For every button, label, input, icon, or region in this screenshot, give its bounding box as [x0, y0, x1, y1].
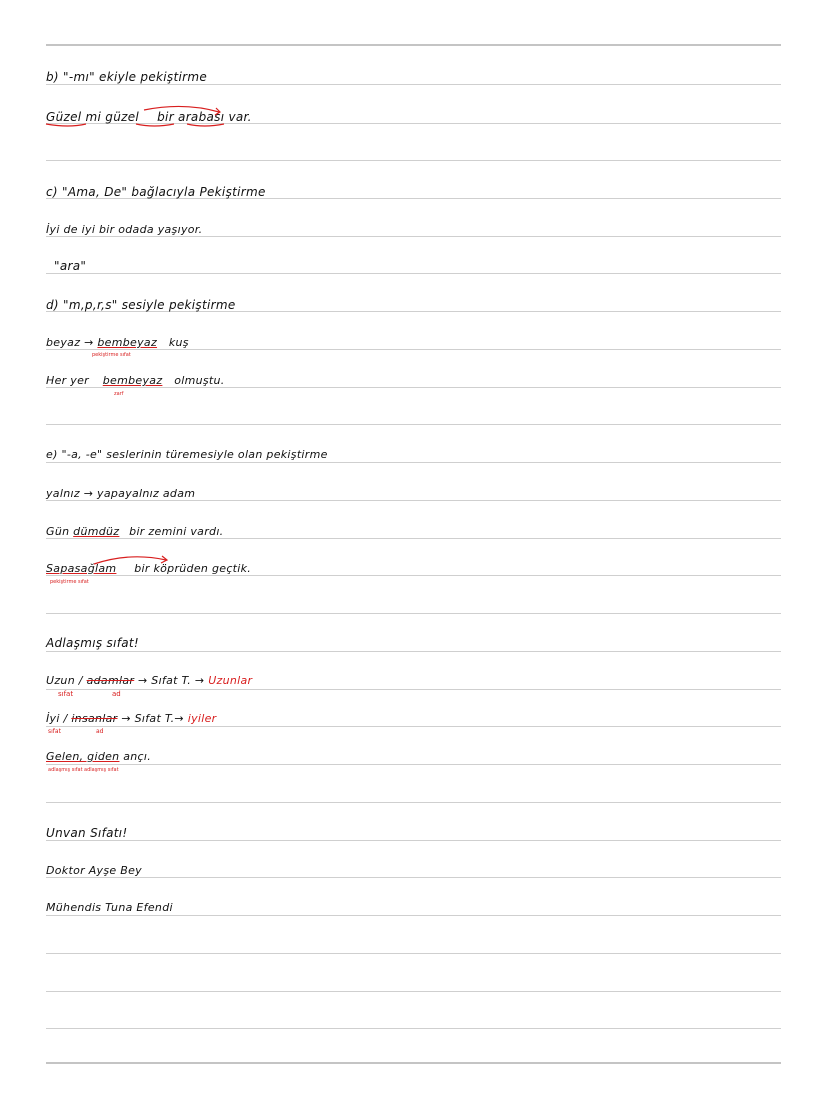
ruled-line: [46, 1028, 781, 1029]
ruled-line: [46, 84, 781, 85]
heading-unvan-sifati: Unvan Sıfatı!: [46, 826, 128, 840]
annotation-adlasmis-sifat-2: adlaşmış sıfat: [84, 767, 119, 773]
annotation-pekistirme-sifat-2: pekiştirme sıfat: [50, 579, 89, 585]
example-sifat-t-2: → Sıfat T.→: [121, 712, 184, 725]
ruled-line: [46, 160, 781, 161]
example-insanlar: insanlar: [71, 712, 118, 725]
example-gun: Gün: [46, 525, 70, 538]
heading-a-e-reinforcement: e) "-a, -e" seslerinin türemesiyle olan pekiştirme: [46, 448, 328, 461]
example-iyiler-result: iyiler: [187, 712, 217, 725]
ruled-line: [46, 802, 781, 803]
example-uzunlar-result: Uzunlar: [208, 674, 253, 687]
example-guzel-part2: bir arabası var.: [157, 110, 252, 124]
ruled-line: [46, 273, 781, 274]
example-kopru: bir köprüden geçtik.: [134, 562, 252, 575]
ruled-line: [46, 387, 781, 388]
annotation-sifat-1: sıfat: [58, 690, 74, 698]
example-sifat-t-1: → Sıfat T. →: [137, 674, 205, 687]
ruled-line: [46, 953, 781, 954]
heading-mprs-reinforcement: d) "m,p,r,s" sesiyle pekiştirme: [46, 298, 236, 312]
ruled-line: [46, 462, 781, 463]
example-dumduz: [46, 525, 223, 538]
example-anci: ançı.: [123, 750, 152, 763]
example-iyiler: [46, 712, 217, 725]
annotation-ad-2: ad: [96, 728, 104, 735]
ruled-line: [46, 613, 781, 614]
note-ara: "ara": [54, 259, 87, 273]
ruled-line: [46, 991, 781, 992]
ruled-line: [46, 538, 781, 539]
example-zemin: bir zemini vardı.: [129, 525, 224, 538]
annotation-adlasmis-sifat-1: adlaşmış sıfat: [48, 767, 83, 773]
ruled-line: [46, 575, 781, 576]
example-guzel-part1: Güzel mi güzel: [46, 110, 140, 124]
example-her-yer-part3: olmuştu.: [174, 374, 225, 387]
example-bembeyaz: bembeyaz: [97, 336, 158, 349]
annotation-zarf: zarf: [114, 391, 124, 397]
example-sapasaglam-word: Sapasağlam: [46, 562, 117, 575]
example-her-yer-part1: Her yer: [46, 374, 89, 387]
arrow-annotation: [90, 550, 180, 570]
ruled-line: [46, 840, 781, 841]
ruled-line: [46, 349, 781, 350]
arrow-annotation: [44, 102, 264, 132]
ruled-line: [46, 651, 781, 652]
ruled-line: [46, 877, 781, 878]
example-kus: kuş: [168, 336, 189, 349]
annotation-pekistirme-sifat: pekiştirme sıfat: [92, 352, 131, 358]
ruled-line: [46, 689, 781, 690]
page-top-rule: [46, 44, 781, 46]
example-dumduz-word: dümdüz: [73, 525, 120, 538]
example-gelen-giden: [46, 750, 151, 763]
heading-adlasmis-sifat: Adlaşmış sıfat!: [46, 636, 140, 650]
example-beyaz: beyaz →: [46, 336, 94, 349]
ruled-line: [46, 764, 781, 765]
example-uzun: Uzun /: [46, 674, 83, 687]
ruled-line: [46, 424, 781, 425]
ruled-line: [46, 500, 781, 501]
example-gelen-giden-word: Gelen, giden: [46, 750, 120, 763]
page-bottom-rule: [46, 1062, 781, 1064]
example-yapayalniz: yalnız → yapayalnız adam: [46, 487, 196, 500]
example-her-yer: [46, 374, 225, 387]
example-uzunlar: [46, 674, 252, 687]
example-muhendis: Mühendis Tuna Efendi: [46, 901, 173, 914]
annotation-ad-1: ad: [112, 690, 121, 698]
heading-ama-de-reinforcement: c) "Ama, De" bağlacıyla Pekiştirme: [46, 185, 266, 199]
ruled-line: [46, 726, 781, 727]
ruled-line: [46, 236, 781, 237]
example-iyi-de-iyi: İyi de iyi bir odada yaşıyor.: [46, 223, 203, 236]
heading-mi-reinforcement: b) "-mı" ekiyle pekiştirme: [46, 70, 207, 84]
ruled-line: [46, 915, 781, 916]
example-iyi: İyi /: [46, 712, 68, 725]
example-adamlar: adamlar: [86, 674, 135, 687]
example-her-yer-bembeyaz: bembeyaz: [102, 374, 163, 387]
example-doktor: Doktor Ayşe Bey: [46, 864, 142, 877]
example-bembeyaz-kus: [46, 336, 189, 349]
annotation-sifat-2: sıfat: [48, 728, 61, 735]
